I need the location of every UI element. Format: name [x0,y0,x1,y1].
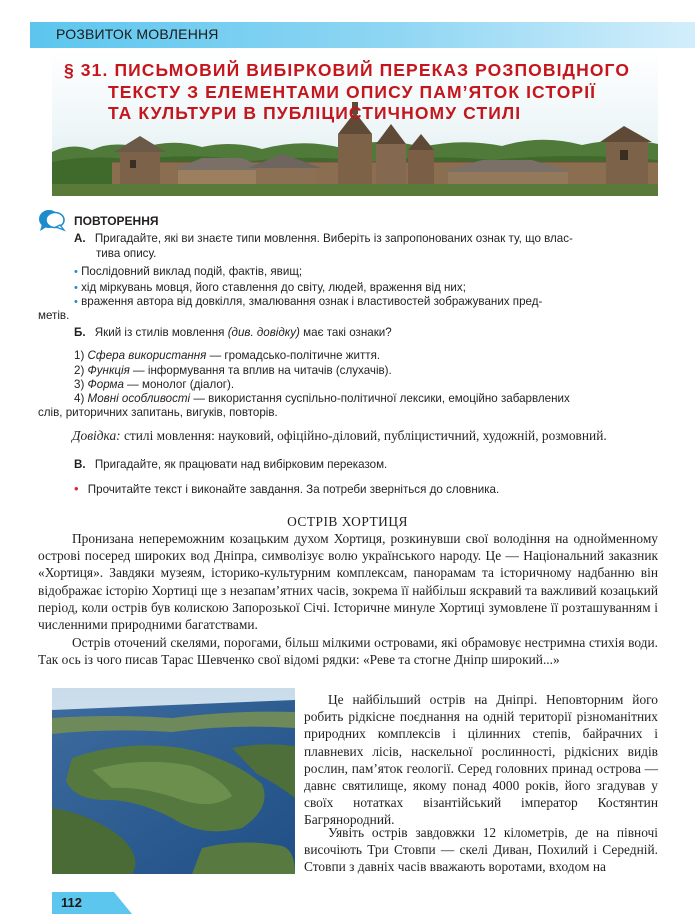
task-b-post: має такі ознаки? [303,326,392,339]
reference-label: Довідка: [72,428,121,443]
bullet-icon: • [74,266,78,278]
task-b [74,325,392,340]
feature-2-term: Функція [87,364,130,377]
task-v [74,457,387,472]
lesson-title [64,60,649,125]
feature-3-term: Форма [87,378,124,391]
bullet-item-1 [74,264,302,280]
story-paragraph-3: Це найбільший острів на Дніпрі. Неповторним його робить рідкісне поєднання на одній території різноманітних природних комплексів і цілинних степів, байрачних і плавневих лісів, наскельної рослинності, рідкісних видів рослин, пам’яток геології. Серед головних принад острова — давнє святилище, якому понад 4000 років, його згадував у своїх нотатках візантійський імператор Костянтин Багрянородний. [304,692,658,828]
reading-task [74,481,499,497]
story-paragraph-1: Пронизана непереможним козацьким духом Хортиця, розкинувши свої володіння на однойменному острові посеред широких вод Дніпра, символізує волю українського народу. Це — Національний заказник «Хортиця». Завдяки музеям, історико-культурним комплексам, панорамам та історичному надбанню він відображає історію Хортиці ще з незапам’ятних часів, зокрема її найбільш яскравий та важливий козацький період, коли острів був колискою Запорозької Січі. Історичне минуле Хортиці зумовлене її розташуванням і численними природними багатствами. [38,531,658,633]
feature-3 [74,377,234,392]
red-bullet-icon: • [74,481,79,496]
task-b-pre: Який із стилів мовлення [94,326,225,339]
task-v-text: Пригадайте, як працювати над вибірковим переказом. [94,458,388,471]
section-label: РОЗВИТОК МОВЛЕННЯ [56,26,219,42]
lesson-title-line2: ТЕКСТУ З ЕЛЕМЕНТАМИ ОПИСУ ПАМ’ЯТОК ІСТОРІЇ [108,81,597,102]
feature-4-num: 4) [74,392,85,405]
feature-4-term: Мовні особливості [87,392,191,405]
task-a-label: А. [74,232,86,245]
feature-3-num: 3) [74,378,85,391]
feature-1-num: 1) [74,349,85,362]
reference-text: стилі мовлення: науковий, офіційно-діловий, публіцистичний, художній, розмовний. [123,428,607,443]
island-aerial-photo [52,688,295,874]
reading-task-text: Прочитайте текст і виконайте завдання. За потреби зверніться до словника. [87,483,500,496]
lesson-title-line3: ТА КУЛЬТУРИ В ПУБЛІЦИСТИЧНОМУ СТИЛІ [108,103,522,123]
repetition-heading: ПОВТОРЕННЯ [74,214,159,228]
feature-2 [74,363,392,378]
bullet-icon: • [74,296,78,308]
feature-4 [74,391,570,406]
feature-4-cont: слів, риторичних запитань, вигуків, повторів. [38,406,278,419]
story-paragraph-4: Уявіть острів завдовжки 12 кілометрів, де на півночі височіють Три Стовпи — скелі Диван, Похилий і Середній. Стовпи з давніх часів вважають воротами, входом на [304,825,658,875]
story-paragraph-2: Острів оточений скелями, порогами, більш мілкими островами, які обрамовує нестримна стихія води. Так ось із чого писав Тарас Шевченко свої відомі рядки: «Реве та стогне Дніпр широкий...» [38,635,658,668]
page-number-tab [52,892,132,914]
bullet-text-1: Послідовний виклад подій, фактів, явищ; [81,265,303,278]
bullet-icon: • [74,282,78,294]
task-a [74,231,573,246]
feature-2-text: — інформування та вплив на читачів (слухачів). [133,364,392,377]
task-b-italic: (див. довідку) [227,326,300,339]
task-a-line2: тива опису. [96,247,157,260]
hero-banner [52,50,658,196]
page-number: 112 [61,895,82,910]
speech-bubbles-icon [38,208,66,232]
lesson-number: § 31. [64,60,109,80]
bullet-item-3 [74,294,542,310]
bullet-text-3: враження автора від довкілля, змалювання ознак і властивостей зображуваних пред- [81,295,543,308]
feature-4-text: — використання суспільно-політичної лексики, емоційно забарвлених [193,392,570,405]
story-title: ОСТРІВ ХОРТИЦЯ [287,514,408,529]
lesson-title-line1: ПИСЬМОВИЙ ВИБІРКОВИЙ ПЕРЕКАЗ РОЗПОВІДНОГО [114,60,631,80]
feature-3-text: — монолог (діалог). [127,378,235,391]
feature-1-term: Сфера використання [87,349,207,362]
island-photo-graphic [52,688,295,874]
task-b-label: Б. [74,326,86,339]
bullet-text-2: хід міркувань мовця, його ставлення до світу, людей, враження від них; [81,281,466,294]
section-header-bar [30,22,695,48]
bullet-text-3-cont: метів. [38,309,70,322]
reference-note [72,428,607,444]
feature-2-num: 2) [74,364,85,377]
task-v-label: В. [74,458,86,471]
task-a-line1: Пригадайте, які ви знаєте типи мовлення. Виберіть із запропонованих ознак ту, що влас- [94,232,573,245]
feature-1 [74,348,380,363]
feature-1-text: — громадсько-політичне життя. [209,349,381,362]
